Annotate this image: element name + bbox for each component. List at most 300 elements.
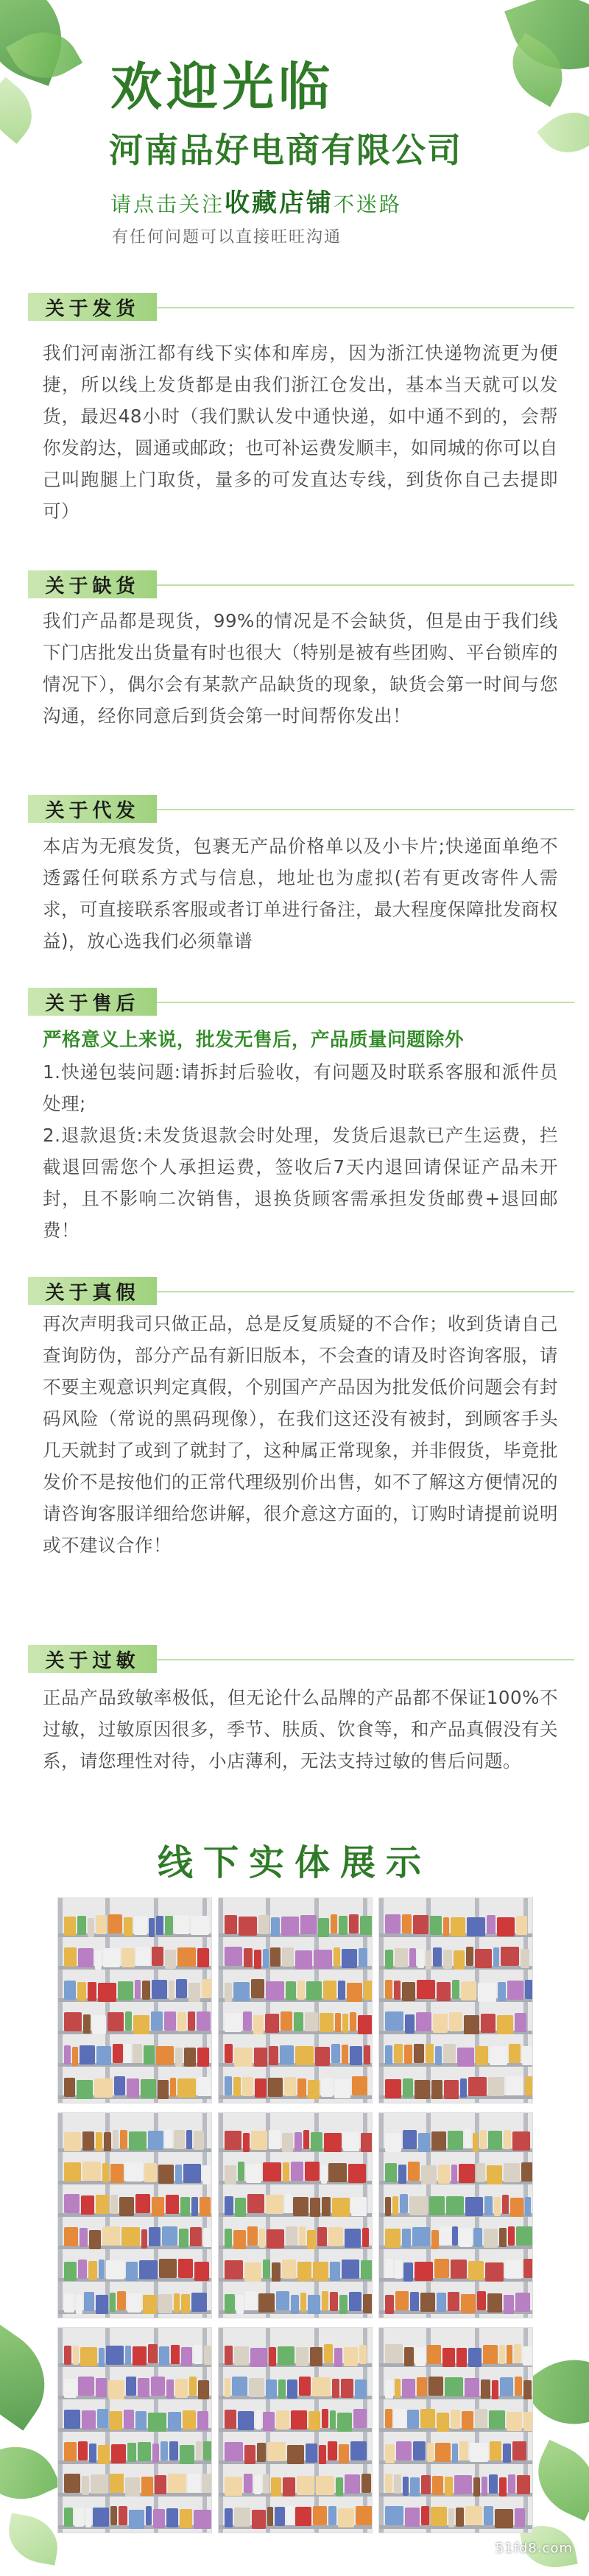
product-box — [307, 2230, 316, 2249]
product-box — [476, 2163, 485, 2182]
product-box — [452, 2226, 458, 2246]
product-box — [124, 2044, 131, 2063]
product-box — [445, 2477, 453, 2496]
product-box — [460, 2078, 467, 2098]
shipping-paragraph: 我们河南浙江都有线下实体和库房，因为浙江快递物流更为便捷，所以线上发货都是由我们浙江仓发出，基本当天就可以发货，最迟48小时（我们默认发中通快递，如中通不到的，会帮你发韵达，圆通或邮政；也可补运费发顺丰，如同城的你可以自己叫跑腿上门取货，量多的可发直达专线，到货你自己去提即可） — [43, 342, 558, 522]
product-box — [330, 2262, 340, 2281]
product-box — [135, 2194, 150, 2213]
product-box — [190, 2227, 202, 2246]
product-box — [168, 2474, 186, 2493]
product-box — [359, 1948, 367, 1967]
product-box — [385, 1980, 392, 1999]
product-box — [271, 2477, 281, 2497]
product-box — [118, 1981, 133, 2000]
product-box — [433, 1947, 442, 1967]
product-box — [319, 2445, 326, 2464]
product-box — [507, 2345, 512, 2364]
product-box — [286, 1981, 296, 2000]
product-box — [385, 2444, 395, 2463]
product-box — [330, 2292, 338, 2311]
product-box — [124, 2410, 134, 2429]
product-box — [328, 2227, 343, 2246]
product-box — [93, 2508, 109, 2527]
product-box — [523, 2346, 533, 2366]
product-box — [263, 1949, 269, 1968]
product-box — [133, 2346, 147, 2366]
product-box — [349, 2292, 361, 2311]
product-box — [96, 2046, 111, 2065]
product-box — [194, 2262, 209, 2281]
section-tag-aftersale: 关于售后 — [28, 988, 157, 1016]
product-box — [282, 2260, 296, 2279]
product-box — [451, 2260, 467, 2279]
product-box — [258, 2293, 275, 2313]
product-box — [83, 2014, 91, 2034]
product-box — [431, 2080, 442, 2099]
product-box — [502, 2195, 509, 2214]
product-box — [485, 2262, 504, 2282]
product-box — [487, 2165, 502, 2184]
product-box — [267, 2229, 284, 2248]
product-box — [394, 2409, 406, 2428]
product-box — [510, 2198, 523, 2217]
product-box — [488, 2131, 502, 2150]
product-box — [321, 2078, 333, 2097]
product-box — [404, 2347, 414, 2366]
product-box — [385, 2197, 391, 2216]
product-box — [103, 1948, 120, 1967]
product-box — [438, 2165, 450, 2184]
product-box — [64, 2508, 73, 2527]
leaf-decoration-icon — [4, 2513, 62, 2565]
product-box — [233, 1982, 250, 2001]
product-box — [82, 2131, 94, 2151]
product-box — [153, 2509, 165, 2528]
shelf-photo — [378, 2112, 533, 2318]
product-box — [345, 2229, 361, 2248]
product-box — [102, 2226, 120, 2246]
product-box — [402, 2379, 415, 2398]
product-box — [96, 2378, 107, 2397]
product-box — [125, 2346, 131, 2365]
product-box — [158, 2080, 169, 2099]
product-box — [291, 2410, 307, 2430]
product-box — [236, 2295, 244, 2314]
product-box — [314, 1950, 332, 1969]
product-box — [508, 2474, 515, 2494]
product-box — [435, 2046, 442, 2065]
section-tag-stock: 关于缺货 — [28, 570, 157, 598]
product-box — [427, 2443, 434, 2462]
product-box — [280, 2045, 294, 2064]
product-box — [258, 1915, 269, 1934]
stock-text — [43, 605, 558, 732]
product-box — [515, 2013, 526, 2032]
product-box — [516, 2226, 533, 2246]
product-box — [400, 2194, 408, 2213]
product-box — [166, 2508, 178, 2527]
product-box — [265, 2014, 279, 2033]
product-box — [82, 2410, 96, 2430]
product-box — [204, 2346, 211, 2365]
product-box — [482, 2477, 487, 2496]
product-box — [351, 2197, 367, 2216]
product-box — [135, 2411, 147, 2430]
product-box — [233, 2230, 246, 2249]
product-box — [64, 1981, 76, 2000]
product-box — [336, 2477, 343, 2497]
product-box — [348, 2164, 366, 2183]
product-box — [523, 2259, 533, 2278]
product-box — [481, 2014, 495, 2033]
product-box — [266, 2379, 277, 2399]
favorite-suffix: 不迷路 — [334, 192, 403, 216]
product-box — [194, 2510, 211, 2529]
product-box — [141, 2477, 153, 2496]
product-box — [477, 2291, 486, 2310]
product-box — [440, 2226, 451, 2246]
product-box — [121, 1948, 135, 1967]
product-box — [449, 2012, 462, 2031]
product-box — [64, 1947, 77, 1967]
product-box — [437, 2413, 449, 2432]
product-box — [184, 2048, 196, 2067]
company-name: 河南品好电商有限公司 — [109, 130, 462, 170]
product-box — [72, 2047, 78, 2066]
product-box — [202, 2474, 212, 2493]
product-box — [291, 2295, 299, 2314]
product-box — [345, 2474, 360, 2494]
product-box — [243, 2133, 250, 2152]
product-box — [197, 2011, 211, 2031]
product-box — [247, 2194, 264, 2213]
header — [0, 0, 589, 280]
product-box — [266, 1981, 284, 2000]
product-box — [175, 2048, 183, 2067]
product-box — [64, 2346, 71, 2365]
product-box — [508, 2226, 515, 2246]
product-box — [339, 2444, 349, 2463]
product-box — [487, 1915, 495, 1934]
product-box — [398, 2165, 406, 2184]
product-box — [64, 2078, 75, 2097]
product-box — [299, 2377, 311, 2396]
product-box — [385, 2079, 401, 2098]
product-box — [521, 1949, 529, 1968]
product-box — [99, 2348, 105, 2367]
product-box — [385, 2229, 401, 2248]
product-box — [315, 2047, 330, 2066]
product-box — [158, 2165, 174, 2184]
product-box — [465, 2197, 483, 2216]
product-box — [149, 2227, 161, 2246]
product-box — [107, 2012, 124, 2031]
product-box — [276, 2410, 289, 2430]
product-box — [305, 2012, 318, 2031]
product-box — [282, 1947, 294, 1967]
product-box — [270, 1947, 281, 1967]
product-box — [129, 2131, 147, 2151]
product-box — [286, 2226, 297, 2246]
product-box — [257, 2443, 266, 2462]
product-box — [96, 1915, 107, 1934]
product-box — [64, 2194, 80, 2213]
product-box — [342, 2260, 359, 2279]
favorite-store-link[interactable]: 收藏店铺 — [225, 188, 334, 218]
product-box — [497, 1917, 515, 1936]
product-box — [110, 2411, 122, 2430]
product-box — [350, 2012, 356, 2031]
product-box — [89, 2444, 96, 2463]
product-box — [113, 2130, 119, 2149]
product-box — [497, 2015, 513, 2034]
product-box — [392, 2196, 398, 2215]
product-box — [506, 2076, 523, 2095]
product-box — [457, 2048, 474, 2067]
product-box — [95, 1950, 102, 1970]
product-box — [342, 1949, 357, 1968]
product-box — [225, 2442, 243, 2461]
product-box — [421, 2506, 429, 2525]
product-box — [271, 1917, 280, 1936]
product-box — [448, 2508, 454, 2527]
product-box — [475, 1949, 492, 1968]
product-box — [385, 2259, 393, 2278]
product-box — [464, 2015, 479, 2034]
product-box — [523, 2380, 532, 2399]
product-box — [420, 2293, 435, 2312]
section-tag-allergy: 关于过敏 — [28, 1645, 157, 1673]
product-box — [451, 2165, 457, 2184]
product-box — [177, 2078, 196, 2098]
product-box — [175, 2165, 182, 2184]
product-box — [225, 2044, 233, 2063]
product-box — [139, 2260, 158, 2279]
product-box — [225, 2508, 233, 2527]
product-box — [286, 2506, 294, 2525]
product-box — [148, 2344, 158, 2363]
product-box — [239, 1917, 257, 1936]
favorite-store-prompt[interactable] — [110, 183, 402, 219]
product-box — [360, 1916, 373, 1935]
product-box — [225, 2076, 232, 2095]
product-box — [452, 2444, 458, 2463]
product-box — [117, 2291, 126, 2310]
product-box — [196, 2441, 202, 2460]
product-box — [166, 2195, 179, 2214]
product-box — [350, 2441, 367, 2460]
product-box — [330, 2410, 336, 2430]
product-box — [468, 2348, 482, 2367]
product-box — [403, 2477, 409, 2496]
contact-hint: 有任何问题可以直接旺旺沟通 — [112, 228, 342, 247]
dropship-text — [43, 830, 558, 957]
product-box — [98, 1983, 116, 2002]
product-box — [177, 1947, 196, 1967]
product-box — [141, 2229, 147, 2248]
product-box — [113, 2044, 123, 2063]
product-box — [64, 2442, 77, 2461]
product-box — [254, 2475, 261, 2494]
product-box — [363, 2294, 373, 2313]
product-box — [91, 2474, 108, 2494]
product-box — [515, 2377, 522, 2396]
product-box — [142, 1981, 150, 2000]
shelf-photo — [378, 2327, 533, 2533]
product-box — [247, 2226, 258, 2246]
product-box — [278, 2346, 294, 2366]
product-box — [407, 2410, 419, 2429]
product-box — [114, 2076, 125, 2095]
product-box — [188, 2474, 200, 2493]
product-box — [311, 2132, 322, 2151]
product-box — [509, 2044, 521, 2063]
product-box — [110, 2164, 124, 2183]
product-box — [516, 1916, 527, 1935]
product-box — [295, 2046, 314, 2065]
product-box — [493, 1947, 499, 1967]
showroom-title: 线下实体展示 — [157, 1842, 431, 1883]
product-box — [385, 2133, 401, 2152]
product-box — [85, 2508, 91, 2527]
product-box — [197, 1948, 209, 1967]
product-box — [272, 2262, 281, 2282]
product-box — [278, 2379, 286, 2399]
product-box — [181, 2294, 190, 2313]
product-box — [191, 2197, 198, 2216]
product-box — [488, 2077, 504, 2096]
product-box — [299, 2226, 306, 2246]
product-box — [468, 2261, 484, 2280]
product-box — [156, 2046, 174, 2065]
product-box — [175, 2379, 188, 2398]
product-box — [225, 2410, 236, 2429]
product-box — [64, 2262, 77, 2281]
product-box — [80, 2347, 97, 2366]
product-box — [507, 2412, 522, 2431]
product-box — [141, 2079, 156, 2098]
product-box — [152, 1980, 167, 1999]
product-box — [480, 2130, 487, 2149]
product-box — [263, 2412, 275, 2431]
product-box — [146, 2506, 152, 2525]
product-box — [461, 2294, 476, 2313]
product-box — [291, 2162, 303, 2181]
product-box — [144, 2163, 157, 2182]
product-box — [484, 2196, 493, 2215]
product-box — [395, 2379, 401, 2398]
product-box — [522, 2046, 533, 2065]
product-box — [225, 1947, 242, 1966]
product-box — [323, 1981, 336, 2000]
product-box — [420, 2409, 435, 2428]
product-box — [462, 2411, 473, 2430]
product-box — [203, 2441, 212, 2460]
product-box — [385, 2295, 394, 2314]
product-box — [328, 2506, 336, 2525]
product-box — [512, 2131, 530, 2151]
product-box — [225, 2378, 230, 2397]
product-box — [64, 2012, 82, 2031]
product-box — [64, 2162, 81, 2182]
product-box — [504, 2163, 520, 2182]
allergy-paragraph: 正品产品致敏率极低，但无论什么品牌的产品都不保证100%不过敏，过敏原因很多，季节、肤质、饮食等，和产品真假没有关系，请您理性对待，小店薄利，无法支持过敏的售后问题。 — [43, 1687, 558, 1772]
product-box — [202, 1979, 212, 1998]
product-box — [165, 2129, 172, 2148]
product-box — [310, 2347, 322, 2366]
product-box — [263, 2474, 269, 2494]
product-box — [395, 1948, 408, 1967]
product-box — [409, 1948, 416, 1967]
product-box — [127, 2443, 136, 2462]
product-box — [300, 1915, 317, 1934]
product-box — [242, 2077, 253, 2096]
product-box — [414, 2044, 424, 2063]
product-box — [197, 2411, 208, 2430]
product-box — [159, 2346, 169, 2366]
product-box — [433, 2014, 448, 2033]
product-box — [176, 1979, 187, 1998]
product-box — [129, 2510, 144, 2529]
product-box — [78, 2441, 88, 2460]
product-box — [505, 2260, 522, 2279]
aftersale-item-1: 1.快递包装问题:请拆封后验收，有问题及时联系客服和派件员处理; — [43, 1061, 558, 1114]
shelf-photo — [378, 1897, 533, 2103]
product-box — [269, 2347, 276, 2366]
product-box — [246, 2164, 261, 2183]
leaf-decoration-icon — [0, 2432, 61, 2514]
shelf-board — [379, 2063, 532, 2067]
product-box — [294, 2012, 303, 2031]
product-box — [244, 2262, 261, 2282]
product-box — [232, 2377, 247, 2396]
product-box — [503, 2444, 511, 2463]
product-box — [499, 2228, 507, 2247]
product-box — [234, 2048, 253, 2067]
product-box — [385, 2474, 392, 2493]
shelf-photo — [57, 2327, 212, 2533]
product-box — [287, 2379, 297, 2399]
product-box — [429, 2196, 445, 2215]
product-box — [169, 1981, 174, 2000]
product-box — [478, 1983, 496, 2002]
product-box — [437, 1982, 451, 2001]
product-box — [432, 2476, 443, 2495]
product-box — [64, 2410, 80, 2429]
product-box — [494, 2197, 501, 2216]
product-box — [409, 2196, 428, 2215]
product-box — [234, 2508, 250, 2527]
product-box — [416, 2012, 431, 2031]
product-box — [225, 1983, 232, 2002]
product-box — [431, 2131, 446, 2151]
product-box — [461, 1981, 476, 2000]
product-box — [415, 2262, 433, 2281]
aftersale-text — [43, 1025, 558, 1246]
product-box — [194, 2345, 202, 2364]
product-box — [268, 2078, 283, 2097]
product-box — [324, 2344, 333, 2363]
product-box — [253, 2015, 264, 2034]
product-box — [454, 2475, 472, 2494]
product-box — [426, 2044, 434, 2063]
product-box — [148, 2131, 163, 2150]
product-box — [338, 1981, 345, 2000]
product-box — [515, 2293, 530, 2312]
product-box — [244, 2445, 255, 2464]
product-box — [313, 2506, 327, 2525]
shelf-photo — [57, 2112, 212, 2318]
